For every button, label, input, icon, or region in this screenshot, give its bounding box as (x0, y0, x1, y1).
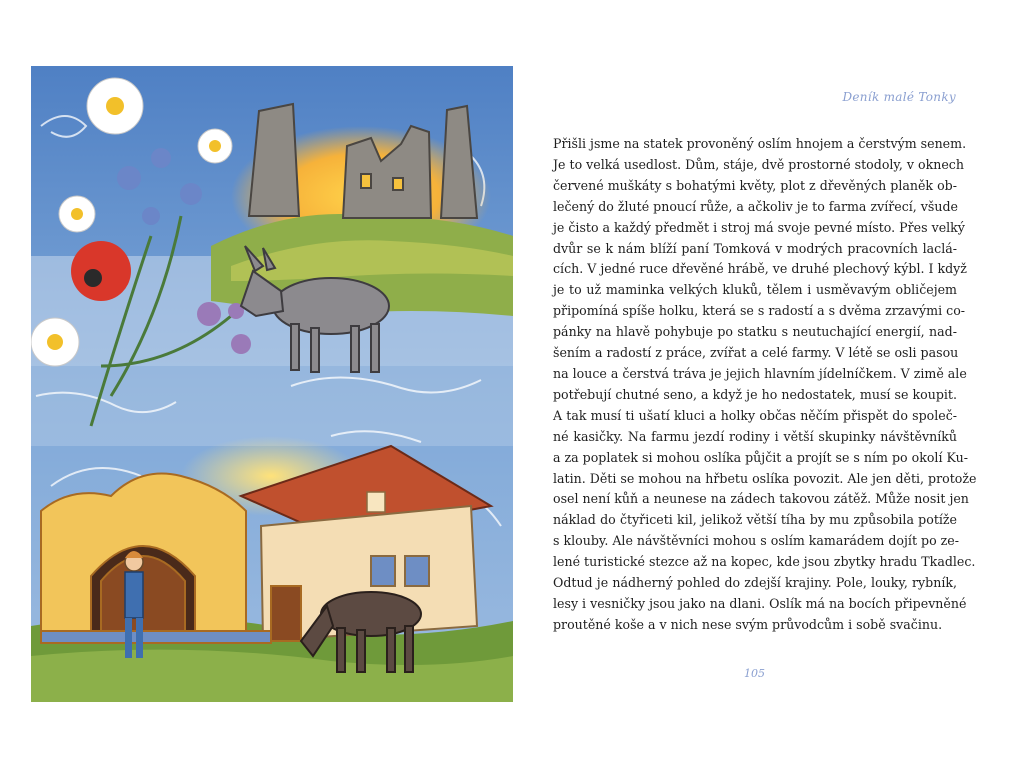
text-line: lečený do žluté pnoucí růže, a ačkoliv je to farma zvířecí, všude (553, 198, 958, 214)
text-line: červené muškáty s bohatými květy, plot z dřevěných planěk ob- (553, 177, 957, 193)
text-line: proutěné koše a v nich nese svým průvodcům i sobě svačinu. (553, 616, 943, 632)
text-line: je to už maminka velkých kluků, tělem i usměvavým obličejem (553, 282, 957, 298)
text-line: je čisto a každý předmět i stroj má svoje pevné místo. Přes velký (553, 219, 965, 235)
text-line: né kasičky. Na farmu jezdí rodiny i větší skupinky návštěvníků (553, 428, 957, 444)
illustration-castle-donkeys-farm (31, 66, 513, 702)
text-line: lené turistické stezce až na kopec, kde jsou zbytky hradu Tkadlec. (553, 554, 976, 570)
running-header: Deník malé Tonky (842, 90, 956, 104)
cloud-band-middle (31, 366, 513, 446)
text-line: lesy i vesničky jsou jako na dlani. Oslík má na bocích připevněné (553, 595, 967, 611)
text-line: osel není kůň a neunese na zádech takovou zátěž. Může nosit jen (553, 491, 969, 507)
text-line: Je to velká usedlost. Dům, stáje, dvě prostorné stodoly, v oknech (553, 156, 964, 172)
text-line: náklad do čtyřiceti kil, jelikož větší tíha by mu způsobila potíže (553, 512, 957, 528)
body-paragraph (553, 134, 977, 636)
text-line: šením a radostí z práce, zvířat a celé farmy. V létě se osli pasou (553, 345, 959, 361)
page-number: 105 (744, 667, 765, 680)
text-line: pánky na hlavě pohybuje po statku s neutuchající energií, nad- (553, 324, 957, 340)
text-line: A tak musí ti ušatí kluci a holky občas něčím přispět do společ- (553, 407, 957, 423)
text-line: latin. Děti se mohou na hřbetu oslíka povozit. Ale jen děti, protože (553, 470, 977, 486)
text-line: cích. V jedné ruce dřevěné hrábě, ve druhé plechový kýbl. I když (553, 261, 967, 277)
poppy-flower (71, 241, 131, 301)
text-line: připomíná spíše holku, která se s radostí a s dvěma zrzavými co- (553, 303, 966, 319)
text-line: a za poplatek si mohou oslíka půjčit a projít se s ním po okolí Ku- (553, 449, 968, 465)
text-line: potřebují chutné seno, a když je ho nedostatek, musí se koupit. (553, 386, 957, 402)
text-line: na louce a čerstvá tráva je jejich hlavním jídelníčkem. V zimě ale (553, 365, 967, 381)
text-line: s klouby. Ale návštěvníci mohou s oslím kamarádem dojít po ze- (553, 533, 960, 549)
text-line: Odtud je nádherný pohled do zdejší krajiny. Pole, louky, rybník, (553, 575, 957, 591)
text-line: dvůr se k nám blíží paní Tomková v modrých pracovních laclá- (553, 240, 957, 256)
text-line: Přišli jsme na statek provoněný oslím hnojem a čerstvým senem. (553, 136, 967, 151)
